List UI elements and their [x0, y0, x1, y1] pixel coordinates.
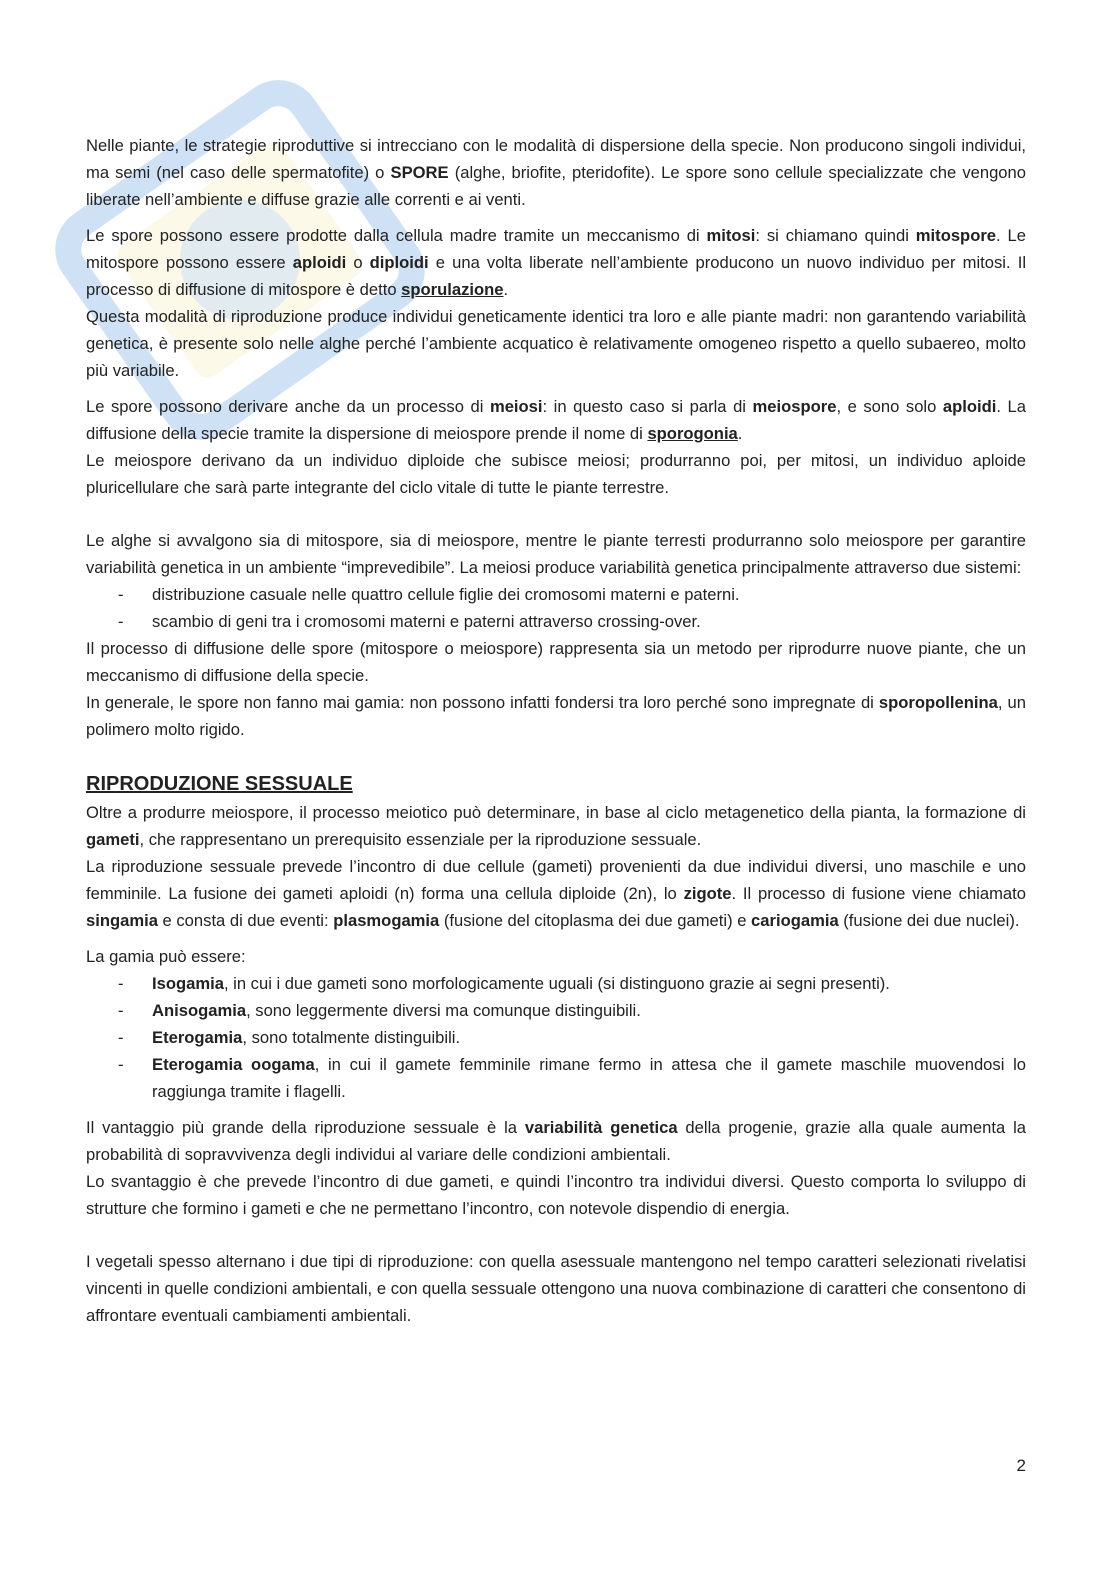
list-item: - Eterogamia, sono totalmente distinguibili.: [118, 1028, 461, 1047]
list-item: - scambio di geni tra i cromosomi materni e paterni attraverso crossing-over.: [118, 612, 701, 631]
paragraph-sporopollenin: In generale, le spore non fanno mai gamia: non possono infatti fondersi tra loro perché sono impregnate di sporopollenina, un polimero molto rigido.: [86, 693, 1026, 739]
paragraph-gametes: Oltre a produrre meiospore, il processo meiotico può determinare, in base al ciclo metagenetico della pianta, la formazione di gameti, che rappresentano un prerequisito essenziale per la riproduzione sessuale.: [86, 803, 1026, 849]
paragraph-disadvantage: Lo svantaggio è che prevede l’incontro di due gameti, e quindi l’incontro tra individui diversi. Questo comporta lo sviluppo di strutture che formino i gameti e che ne permettano l’incontro, con notevole dispendio di energia.: [86, 1172, 1026, 1218]
paragraph-mitospore-variability: Questa modalità di riproduzione produce individui geneticamente identici tra loro e alle piante madri: non garantendo variabilità genetica, è presente solo nelle alghe perché l’ambiente acquatico è relativamente omogeneo rispetto a quello subaereo, molto più variabile.: [86, 307, 1026, 380]
paragraph-fusion: La riproduzione sessuale prevede l’incontro di due cellule (gameti) provenienti da due individui diversi, uno maschile e uno femminile. La fusione dei gameti aploidi (n) forma una cellula diploide (2n), lo zigote. Il processo di fusione viene chiamato singamia e consta di due eventi: plasmogamia (fusione del citoplasma dei due gameti) e cariogamia (fusione dei due nuclei).: [86, 857, 1026, 930]
list-item: - Isogamia, in cui i due gameti sono morfologicamente uguali (si distinguono grazie ai segni presenti).: [118, 974, 890, 993]
paragraph-meiospore-origin: Le meiospore derivano da un individuo diploide che subisce meiosi; produrranno poi, per mitosi, un individuo aploide pluricellulare che sarà parte integrante del ciclo vitale di tutte le piante terrestre.: [86, 451, 1026, 497]
list-item: - Eterogamia oogama, in cui il gamete femminile rimane fermo in attesa che il gamete maschile muovendosi lo raggiunga tramite i flagelli.: [118, 1055, 1026, 1101]
paragraph-spore-intro: Nelle piante, le strategie riproduttive si intrecciano con le modalità di dispersione della specie. Non producono singoli individui, ma semi (nel caso delle spermatofite) o SPORE (alghe, briofite, pteridofite). Le spore sono cellule specializzate che vengono liberate nell’ambiente e diffuse grazie alle correnti e ai venti.: [86, 136, 1026, 209]
document-body: [86, 132, 1026, 1329]
paragraph-mitospore: Le spore possono essere prodotte dalla cellula madre tramite un meccanismo di mitosi: si chiamano quindi mitospore. Le mitospore possono essere aploidi o diploidi e una volta liberate nell’ambiente producono un nuovo individuo per mitosi. Il processo di diffusione di mitospore è detto sporulazione.: [86, 226, 1027, 299]
variability-list: [86, 581, 1026, 635]
gamia-list: [86, 970, 1026, 1105]
paragraph-spore-diffusion: Il processo di diffusione delle spore (mitospore o meiospore) rappresenta sia un metodo per riprodurre nuove piante, che un meccanismo di diffusione della specie.: [86, 639, 1026, 685]
paragraph-alternation: I vegetali spesso alternano i due tipi di riproduzione: con quella asessuale mantengono nel tempo caratteri selezionati rivelatisi vincenti in quelle condizioni ambientali, e con quella sessuale ottengono una nuova combinazione di caratteri che consentono di affrontare eventuali cambiamenti ambientali.: [86, 1252, 1026, 1325]
paragraph-meiospore: Le spore possono derivare anche da un processo di meiosi: in questo caso si parla di meiospore, e sono solo aploidi. La diffusione della specie tramite la dispersione di meiospore prende il nome di sporogonia.: [86, 397, 1026, 443]
list-item: - distribuzione casuale nelle quattro cellule figlie dei cromosomi materni e paterni.: [118, 585, 740, 604]
list-item: - Anisogamia, sono leggermente diversi ma comunque distinguibili.: [118, 1001, 641, 1020]
paragraph-algae: Le alghe si avvalgono sia di mitospore, sia di meiospore, mentre le piante terresti produrranno solo meiospore per garantire variabilità genetica in un ambiente “imprevedibile”. La meiosi produce variabilità genetica principalmente attraverso due sistemi:: [86, 531, 1026, 577]
page-number: 2: [1016, 1456, 1026, 1475]
paragraph-advantage: Il vantaggio più grande della riproduzione sessuale è la variabilità genetica della progenie, grazie alla quale aumenta la probabilità di sopravvivenza degli individui al variare delle condizioni ambientali.: [86, 1118, 1026, 1164]
section-heading: RIPRODUZIONE SESSUALE: [86, 773, 353, 795]
paragraph-gamia-intro: La gamia può essere:: [86, 947, 246, 966]
